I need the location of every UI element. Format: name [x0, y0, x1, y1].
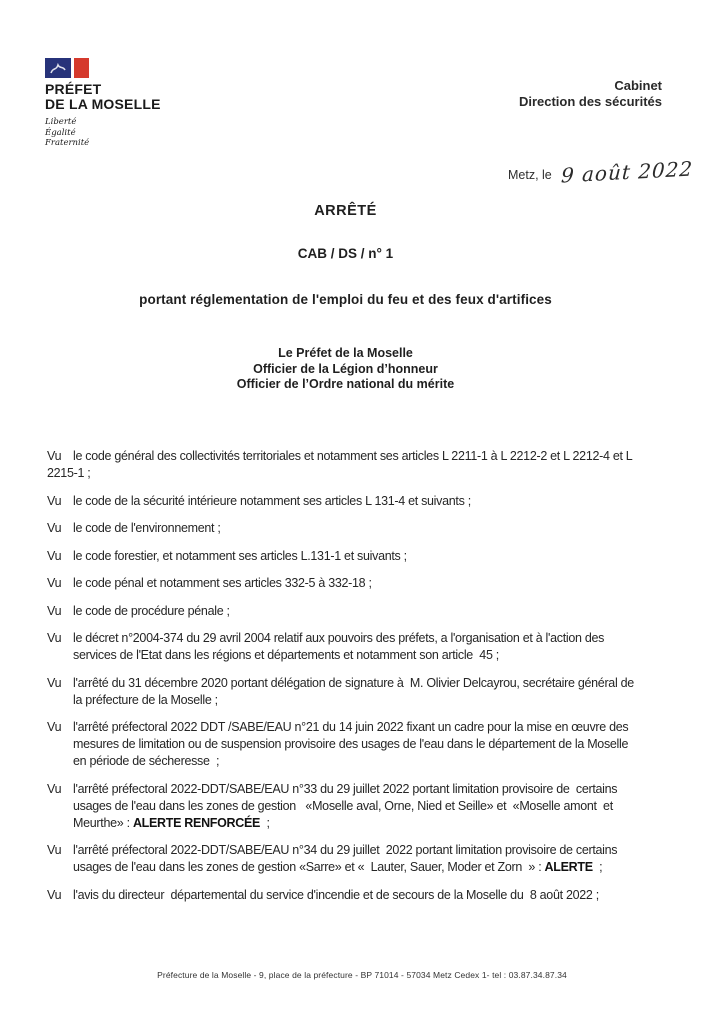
- motto-fraternite: Fraternité: [45, 138, 90, 148]
- prefet-title-line1: PRÉFET: [45, 81, 102, 97]
- french-flag-icon: [45, 58, 89, 79]
- recital-vu-label: Vu: [47, 576, 62, 590]
- handwritten-date: 9 août 2022: [560, 156, 695, 188]
- recital-paragraph: [47, 719, 644, 770]
- recital-alert-level: ALERTE: [544, 860, 593, 874]
- recital-paragraph: [47, 630, 644, 664]
- prefet-logo-block: [45, 58, 161, 149]
- recital-vu-label: Vu: [47, 449, 62, 463]
- prefet-title: [45, 82, 161, 112]
- recital-vu-label: Vu: [47, 631, 62, 645]
- republic-motto: [45, 117, 161, 149]
- recital-alert-level: ALERTE RENFORCÉE: [132, 815, 261, 830]
- recital-vu-label: Vu: [47, 548, 62, 563]
- recital-text: le code forestier, et notamment ses articles L.131-1 et suivants ;: [73, 548, 407, 563]
- dateline: [508, 156, 695, 188]
- recital-text: l'arrêté préfectoral 2022-DDT/SABE/EAU n°33 du 29 juillet 2022 portant limitation provisoire de certains usages de l'eau dans les zones de gestion «Moselle aval, Orne, Nied et Seille» et «Moselle amont et Meurthe» :: [73, 781, 621, 830]
- recital-paragraph: [47, 493, 644, 510]
- recital-text: ;: [592, 860, 603, 874]
- recital-paragraph: [47, 781, 644, 832]
- recital-vu-label: Vu: [47, 887, 62, 902]
- prefet-title-line2: DE LA MOSELLE: [45, 96, 161, 112]
- recitals-list: [47, 448, 644, 914]
- recital-paragraph: [47, 448, 644, 482]
- authority-block: [47, 346, 644, 393]
- recital-text: l'arrêté préfectoral 2022 DDT /SABE/EAU n°21 du 14 juin 2022 fixant un cadre pour la mise en œuvre des mesures de limitation ou de suspension provisoire des usages de l'eau dans le département de la Moselle en période de sécheresse ;: [73, 720, 632, 768]
- recital-vu-label: Vu: [47, 521, 62, 535]
- recital-paragraph: [47, 575, 644, 592]
- motto-liberte: Liberté: [45, 117, 77, 127]
- recital-text: le code général des collectivités territoriales et notamment ses articles L 2211-1 à L 2212-2 et L 2212-4 et L 2215-1 ;: [47, 449, 636, 480]
- recital-text: le code de l'environnement ;: [73, 521, 221, 535]
- document-title: ARRÊTÉ: [314, 203, 377, 219]
- dateline-printed: Metz, le: [508, 168, 552, 182]
- document-subject: portant réglementation de l'emploi du feu et des feux d'artifices: [139, 292, 552, 307]
- recital-text: le code pénal et notamment ses articles 332-5 à 332-18 ;: [73, 576, 372, 590]
- recital-paragraph: [47, 548, 644, 565]
- recital-text: le code de procédure pénale ;: [73, 603, 230, 618]
- authority-line: Officier de l’Ordre national du mérite: [236, 377, 455, 391]
- recital-paragraph: [47, 603, 644, 620]
- recital-text: l'avis du directeur départemental du service d'incendie et de secours de la Moselle du 8 août 2022 ;: [73, 887, 599, 902]
- recital-vu-label: Vu: [47, 781, 62, 796]
- recital-paragraph: [47, 675, 644, 709]
- recital-vu-label: Vu: [47, 493, 62, 508]
- title-block: [47, 203, 644, 307]
- recital-text: l'arrêté du 31 décembre 2020 portant délégation de signature à M. Olivier Delcayrou, secrétaire général de la préfecture de la Moselle ;: [73, 675, 638, 707]
- issuing-service-block: [519, 78, 662, 110]
- recital-paragraph: [47, 842, 644, 876]
- motto-egalite: Égalité: [45, 127, 76, 138]
- document-reference: CAB / DS / n° 1: [297, 246, 394, 261]
- authority-line: Le Préfet de la Moselle: [278, 346, 413, 360]
- recital-vu-label: Vu: [47, 720, 62, 734]
- recital-vu-label: Vu: [47, 603, 62, 618]
- recital-paragraph: [47, 520, 644, 537]
- service-line-direction: Direction des sécurités: [518, 94, 662, 109]
- recital-text: le code de la sécurité intérieure notamment ses articles L 131-4 et suivants ;: [73, 493, 471, 508]
- recital-text: ;: [260, 815, 270, 830]
- recital-vu-label: Vu: [47, 843, 62, 857]
- recital-paragraph: [47, 887, 644, 904]
- service-line-cabinet: Cabinet: [614, 78, 662, 93]
- recital-vu-label: Vu: [47, 675, 62, 690]
- page-footer: Préfecture de la Moselle - 9, place de la préfecture - BP 71014 - 57034 Metz Cedex 1- tel : 03.87.34.87.34: [157, 970, 567, 980]
- recital-text: le décret n°2004-374 du 29 avril 2004 relatif aux pouvoirs des préfets, a l'organisation et à l'action des services de l'Etat dans les régions et départements et notamment son article 45 ;: [73, 631, 608, 662]
- recital-text: l'arrêté préfectoral 2022-DDT/SABE/EAU n°34 du 29 juillet 2022 portant limitation provisoire de certains usages de l'eau dans les zones de gestion «Sarre» et « Lauter, Sauer, Moder et Zorn » :: [73, 843, 621, 874]
- authority-line: Officier de la Légion d’honneur: [253, 361, 438, 376]
